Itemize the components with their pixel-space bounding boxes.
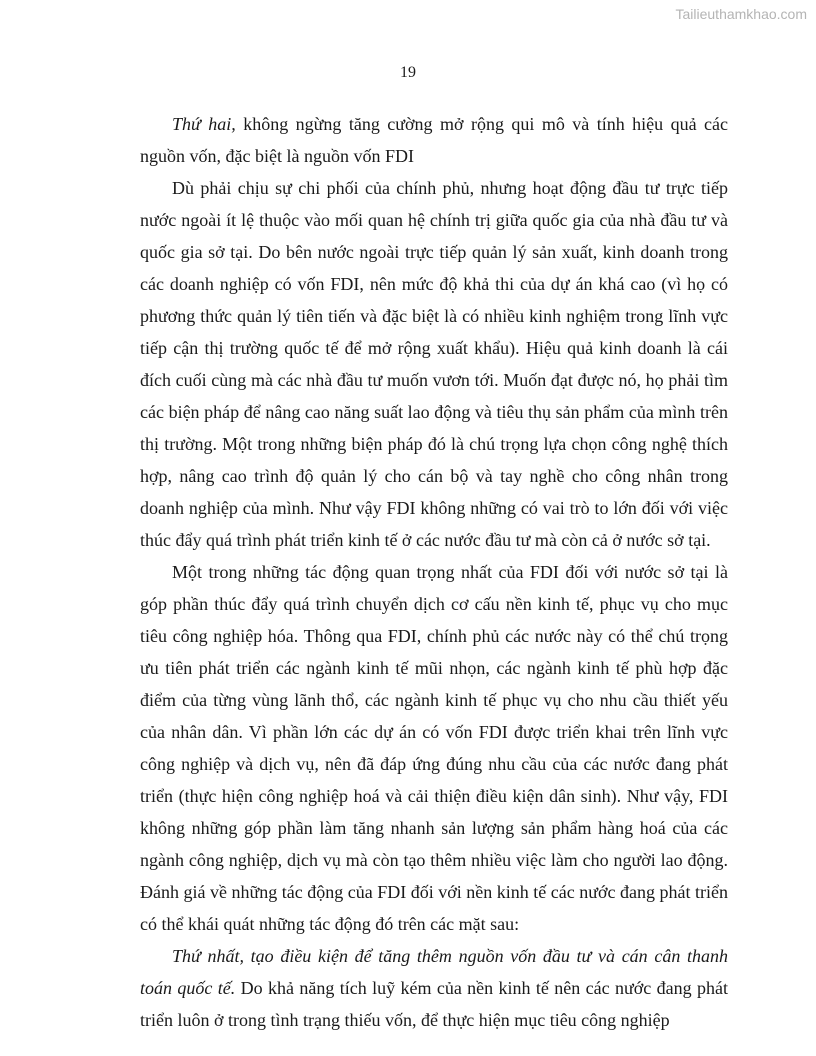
paragraph-4-lead: Thứ nhất, tạo điều kiện để tăng thêm nguồn vốn đầu tư và cán cân thanh toán quốc tế. [140,946,728,998]
paragraph-2 [140,172,728,556]
document-body [140,108,728,1036]
paragraph-4-text: Do khả năng tích luỹ kém của nền kinh tế nên các nước đang phát triển luôn ở trong tình trạng thiếu vốn, để thực hiện mục tiêu công nghiệp [140,978,728,1030]
page-number: 19 [400,64,416,81]
paragraph-4 [140,940,728,1036]
paragraph-3-text: Một trong những tác động quan trọng nhất của FDI đối với nước sở tại là góp phần thúc đẩy quá trình chuyển dịch cơ cấu nền kinh tế, phục vụ cho mục tiêu công nghiệp hóa. Thông qua FDI, chính phủ các nước này có thể chú trọng ưu tiên phát triển các ngành kinh tế mũi nhọn, các ngành kinh tế phù hợp đặc điểm của từng vùng lãnh thổ, các ngành kinh tế phục vụ cho nhu cầu thiết yếu của nhân dân. Vì phần lớn các dự án có vốn FDI được triển khai trên lĩnh vực công nghiệp và dịch vụ, nên đã đáp ứng đúng nhu cầu của các nước đang phát triển (thực hiện công nghiệp hoá và cải thiện điều kiện dân sinh). Như vậy, FDI không những góp phần làm tăng nhanh sản lượng sản phẩm hàng hoá của các ngành công nghiệp, dịch vụ mà còn tạo thêm nhiều việc làm cho người lao động. Đánh giá về những tác động của FDI đối với nền kinh tế các nước đang phát triển có thể khái quát những tác động đó trên các mặt sau: [140,562,728,934]
paragraph-1-lead: Thứ hai, [172,114,236,134]
paragraph-1 [140,108,728,172]
paragraph-1-text: không ngừng tăng cường mở rộng qui mô và tính hiệu quả các nguồn vốn, đặc biệt là nguồn vốn FDI [140,114,728,166]
watermark: Tailieuthamkhao.com [675,6,807,22]
paragraph-2-text: Dù phải chịu sự chi phối của chính phủ, nhưng hoạt động đầu tư trực tiếp nước ngoài ít lệ thuộc vào mối quan hệ chính trị giữa quốc gia của nhà đầu tư và quốc gia sở tại. Do bên nước ngoài trực tiếp quản lý sản xuất, kinh doanh trong các doanh nghiệp có vốn FDI, nên mức độ khả thi của dự án khá cao (vì họ có phương thức quản lý tiên tiến và đặc biệt là có nhiều kinh nghiệm trong lĩnh vực tiếp cận thị trường quốc tế để mở rộng xuất khẩu). Hiệu quả kinh doanh là cái đích cuối cùng mà các nhà đầu tư muốn vươn tới. Muốn đạt được nó, họ phải tìm các biện pháp để nâng cao năng suất lao động và tiêu thụ sản phẩm của mình trên thị trường. Một trong những biện pháp đó là chú trọng lựa chọn công nghệ thích hợp, nâng cao trình độ quản lý cho cán bộ và tay nghề cho công nhân trong doanh nghiệp của mình. Như vậy FDI không những có vai trò to lớn đối với việc thúc đẩy quá trình phát triển kinh tế ở các nước đầu tư mà còn cả ở nước sở tại. [140,178,728,550]
paragraph-3 [140,556,728,940]
